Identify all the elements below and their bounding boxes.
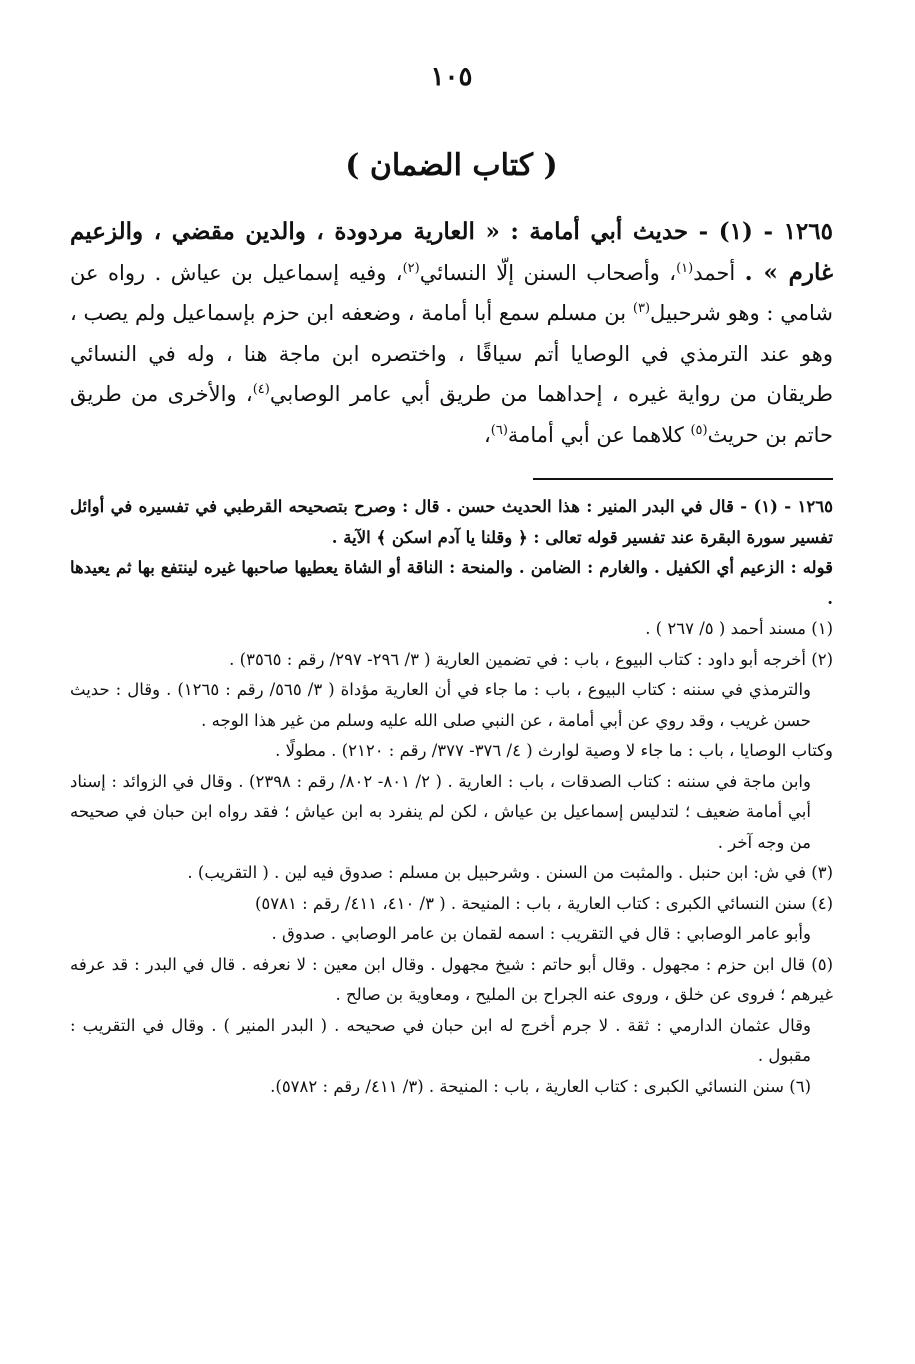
footnote: (٢) أخرجه أبو داود : كتاب البيوع ، باب : في تضمين العارية ( ٣/ ٢٩٦- ٢٩٧/ رقم : ٣٥٦٥) .	[229, 649, 833, 669]
main-text	[70, 212, 833, 455]
footnote-divider	[533, 478, 833, 480]
main-text-segment: بن مسلم سمع أبا أمامة ، وضعفه ابن حزم بإسماعيل ولم يصب ، وهو عند الترمذي في الوصايا أتم سياقًا ، واختصره ابن ماجة هنا ، وله في النسائي طريقان من رواية غيره ، إحداهما من طريق أبي عامر الوصابي	[70, 301, 833, 406]
footnote: وابن ماجة في سننه : كتاب الصدقات ، باب : العارية . ( ٢/ ٨٠١- ٨٠٢/ رقم : ٢٣٩٨) . وقال في الزوائد : إسناد أبي أمامة ضعيف ؛ لتدليس إسماعيل بن عياش ، لكن لم ينفرد به ابن عياش ؛ فقد رواه ابن حبان في صحيحه من وجه آخر .	[70, 771, 811, 852]
footnote-ref-1: (١)	[676, 260, 694, 276]
commentary-note: قوله : الزعيم أي الكفيل . والغارم : الضامن . والمنحة : الناقة أو الشاة يعطيها صاحبها غيره لينتفع بها ثم يعيدها .	[70, 558, 833, 608]
footnote: (٣) في ش: ابن حنبل . والمثبت من السنن . وشرحبيل بن مسلم : صدوق فيه لين . ( التقريب) .	[187, 863, 833, 882]
page-number: ١٠٥	[430, 62, 473, 92]
footnote-ref-5: (٥)	[690, 422, 708, 438]
chapter-title: ( كتاب الضمان )	[345, 148, 558, 183]
footnote: (٥) قال ابن حزم : مجهول . وقال أبو حاتم : شيخ مجهول . وقال ابن معين : لا نعرفه . قال في البدر : قد عرفه غيرهم ؛ فروى عن خلق ، وروى عنه الجراح بن المليح ، ومعاوية بن صالح .	[70, 954, 833, 1004]
main-text-segment: ، وأصحاب السنن إلّا النسائي	[419, 260, 677, 285]
main-text-segment: ، وفيه إسماعيل بن عياش . رواه عن شامي : وهو شرحبيل	[70, 260, 833, 325]
footnote: (٦) سنن النسائي الكبرى : كتاب العارية ، باب : المنيحة . (٣/ ٤١١/ رقم : ٥٧٨٢).	[270, 1076, 811, 1096]
footnote: (١) مسند أحمد ( ٥/ ٢٦٧ ) .	[645, 619, 833, 638]
footnote-ref-4: (٤)	[252, 382, 270, 397]
footnotes	[70, 492, 833, 1102]
main-text-segment: ،	[483, 422, 491, 447]
main-text-segment: كلاهما عن أبي أمامة	[507, 422, 691, 447]
main-text-segment: أحمد	[693, 260, 745, 285]
footnote-ref-6: (٦)	[490, 422, 508, 438]
footnote-ref-3: (٣)	[632, 301, 651, 316]
footnote: وأبو عامر الوصابي : قال في التقريب : اسمه لقمان بن عامر الوصابي . صدوق .	[271, 924, 811, 943]
footnote: والترمذي في سننه : كتاب البيوع ، باب : ما جاء في أن العارية مؤداة ( ٣/ ٥٦٥/ رقم : ١٢٦٥) . وقال : حديث حسن غريب ، وقد روي عن أبي أمامة ، عن النبي صلى الله عليه وسلم من غير هذا الوجه .	[70, 680, 811, 730]
footnote: وكتاب الوصايا ، باب : ما جاء لا وصية لوارث ( ٤/ ٣٧٦- ٣٧٧/ رقم : ٢١٢٠) . مطولًا .	[275, 741, 833, 760]
footnote: وقال عثمان الدارمي : ثقة . لا جرم أخرج له ابن حبان في صحيحه . ( البدر المنير ) . وقال في التقريب : مقبول .	[70, 1015, 811, 1065]
hadith-paragraph	[70, 212, 833, 455]
footnote: (٤) سنن النسائي الكبرى : كتاب العارية ، باب : المنيحة . ( ٣/ ٤١٠، ٤١١/ رقم : ٥٧٨١)	[254, 893, 833, 913]
book-page	[70, 0, 833, 1364]
footnote-ref-2: (٢)	[402, 260, 420, 276]
hadith-heading: ١٢٦٥ - (١) - حديث أبي أمامة : « العارية مردودة ، والدين مقضي ، والزعيم غارم » .	[70, 218, 834, 286]
main-text-segment: ، والأخرى من طريق حاتم بن حريث	[70, 382, 833, 447]
commentary-note: ١٢٦٥ - (١) - قال في البدر المنير : هذا الحديث حسن . قال : وصرح بتصحيحه القرطبي في تفسيره في أوائل تفسير سورة البقرة عند تفسير قوله تعالى : ﴿ وقلنا يا آدم اسكن ﴾ الآية .	[70, 497, 833, 547]
